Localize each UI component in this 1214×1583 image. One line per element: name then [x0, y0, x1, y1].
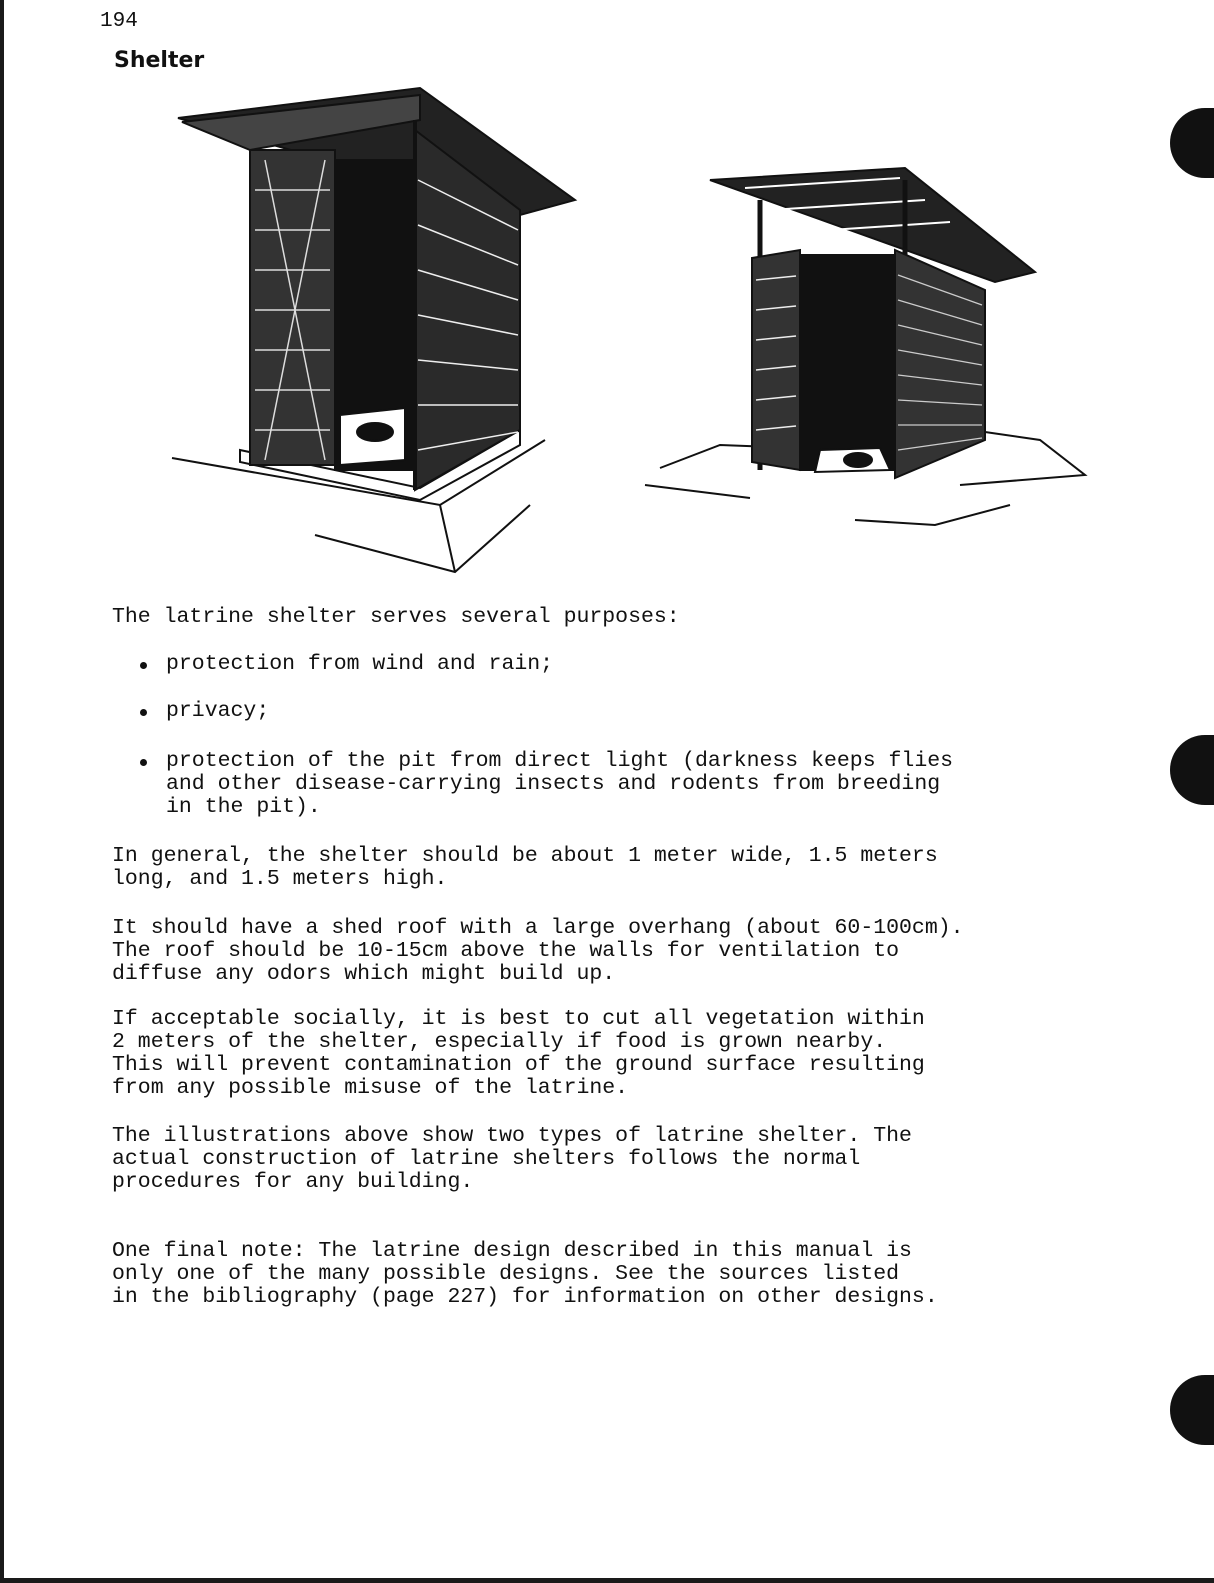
wooden-shelter-illustration: [645, 168, 1085, 525]
paragraph-roof: It should have a shed roof with a large overhang (about 60-100cm). The roof should be 10-15cm above the walls for ventilation to diffuse any odors which might build up.: [112, 916, 964, 986]
binder-hole-bottom: [1170, 1375, 1214, 1445]
paragraph-final-note: One final note: The latrine design described in this manual is only one of the many possible designs. See the sources listed in the bibliography (page 227) for information on other designs.: [112, 1239, 938, 1309]
bullet-text: protection from wind and rain;: [166, 652, 554, 676]
intro-text: The latrine shelter serves several purposes:: [112, 605, 680, 629]
thatched-shelter-illustration: [172, 88, 575, 572]
page-number: 194: [100, 10, 138, 33]
bullet-icon: [140, 709, 147, 716]
illustration-area: [0, 0, 1214, 600]
section-heading: Shelter: [114, 48, 205, 73]
paragraph-illustrations: The illustrations above show two types of latrine shelter. The actual construction of latrine shelters follows the normal procedures for any building.: [112, 1124, 912, 1194]
bullet-icon: [140, 759, 147, 766]
scan-edge-bottom: [0, 1578, 1214, 1583]
bullet-text: protection of the pit from direct light (darkness keeps flies and other disease-carrying insects and rodents from breeding in the pit).: [166, 749, 954, 819]
bullet-text: privacy;: [166, 699, 270, 723]
bullet-icon: [140, 662, 147, 669]
paragraph-dimensions: In general, the shelter should be about 1 meter wide, 1.5 meters long, and 1.5 meters high.: [112, 844, 938, 891]
paragraph-vegetation: If acceptable socially, it is best to cut all vegetation within 2 meters of the shelter, especially if food is grown nearby. This will prevent contamination of the ground surface resulting from any possible misuse of the latrine.: [112, 1007, 925, 1100]
binder-hole-middle: [1170, 735, 1214, 805]
